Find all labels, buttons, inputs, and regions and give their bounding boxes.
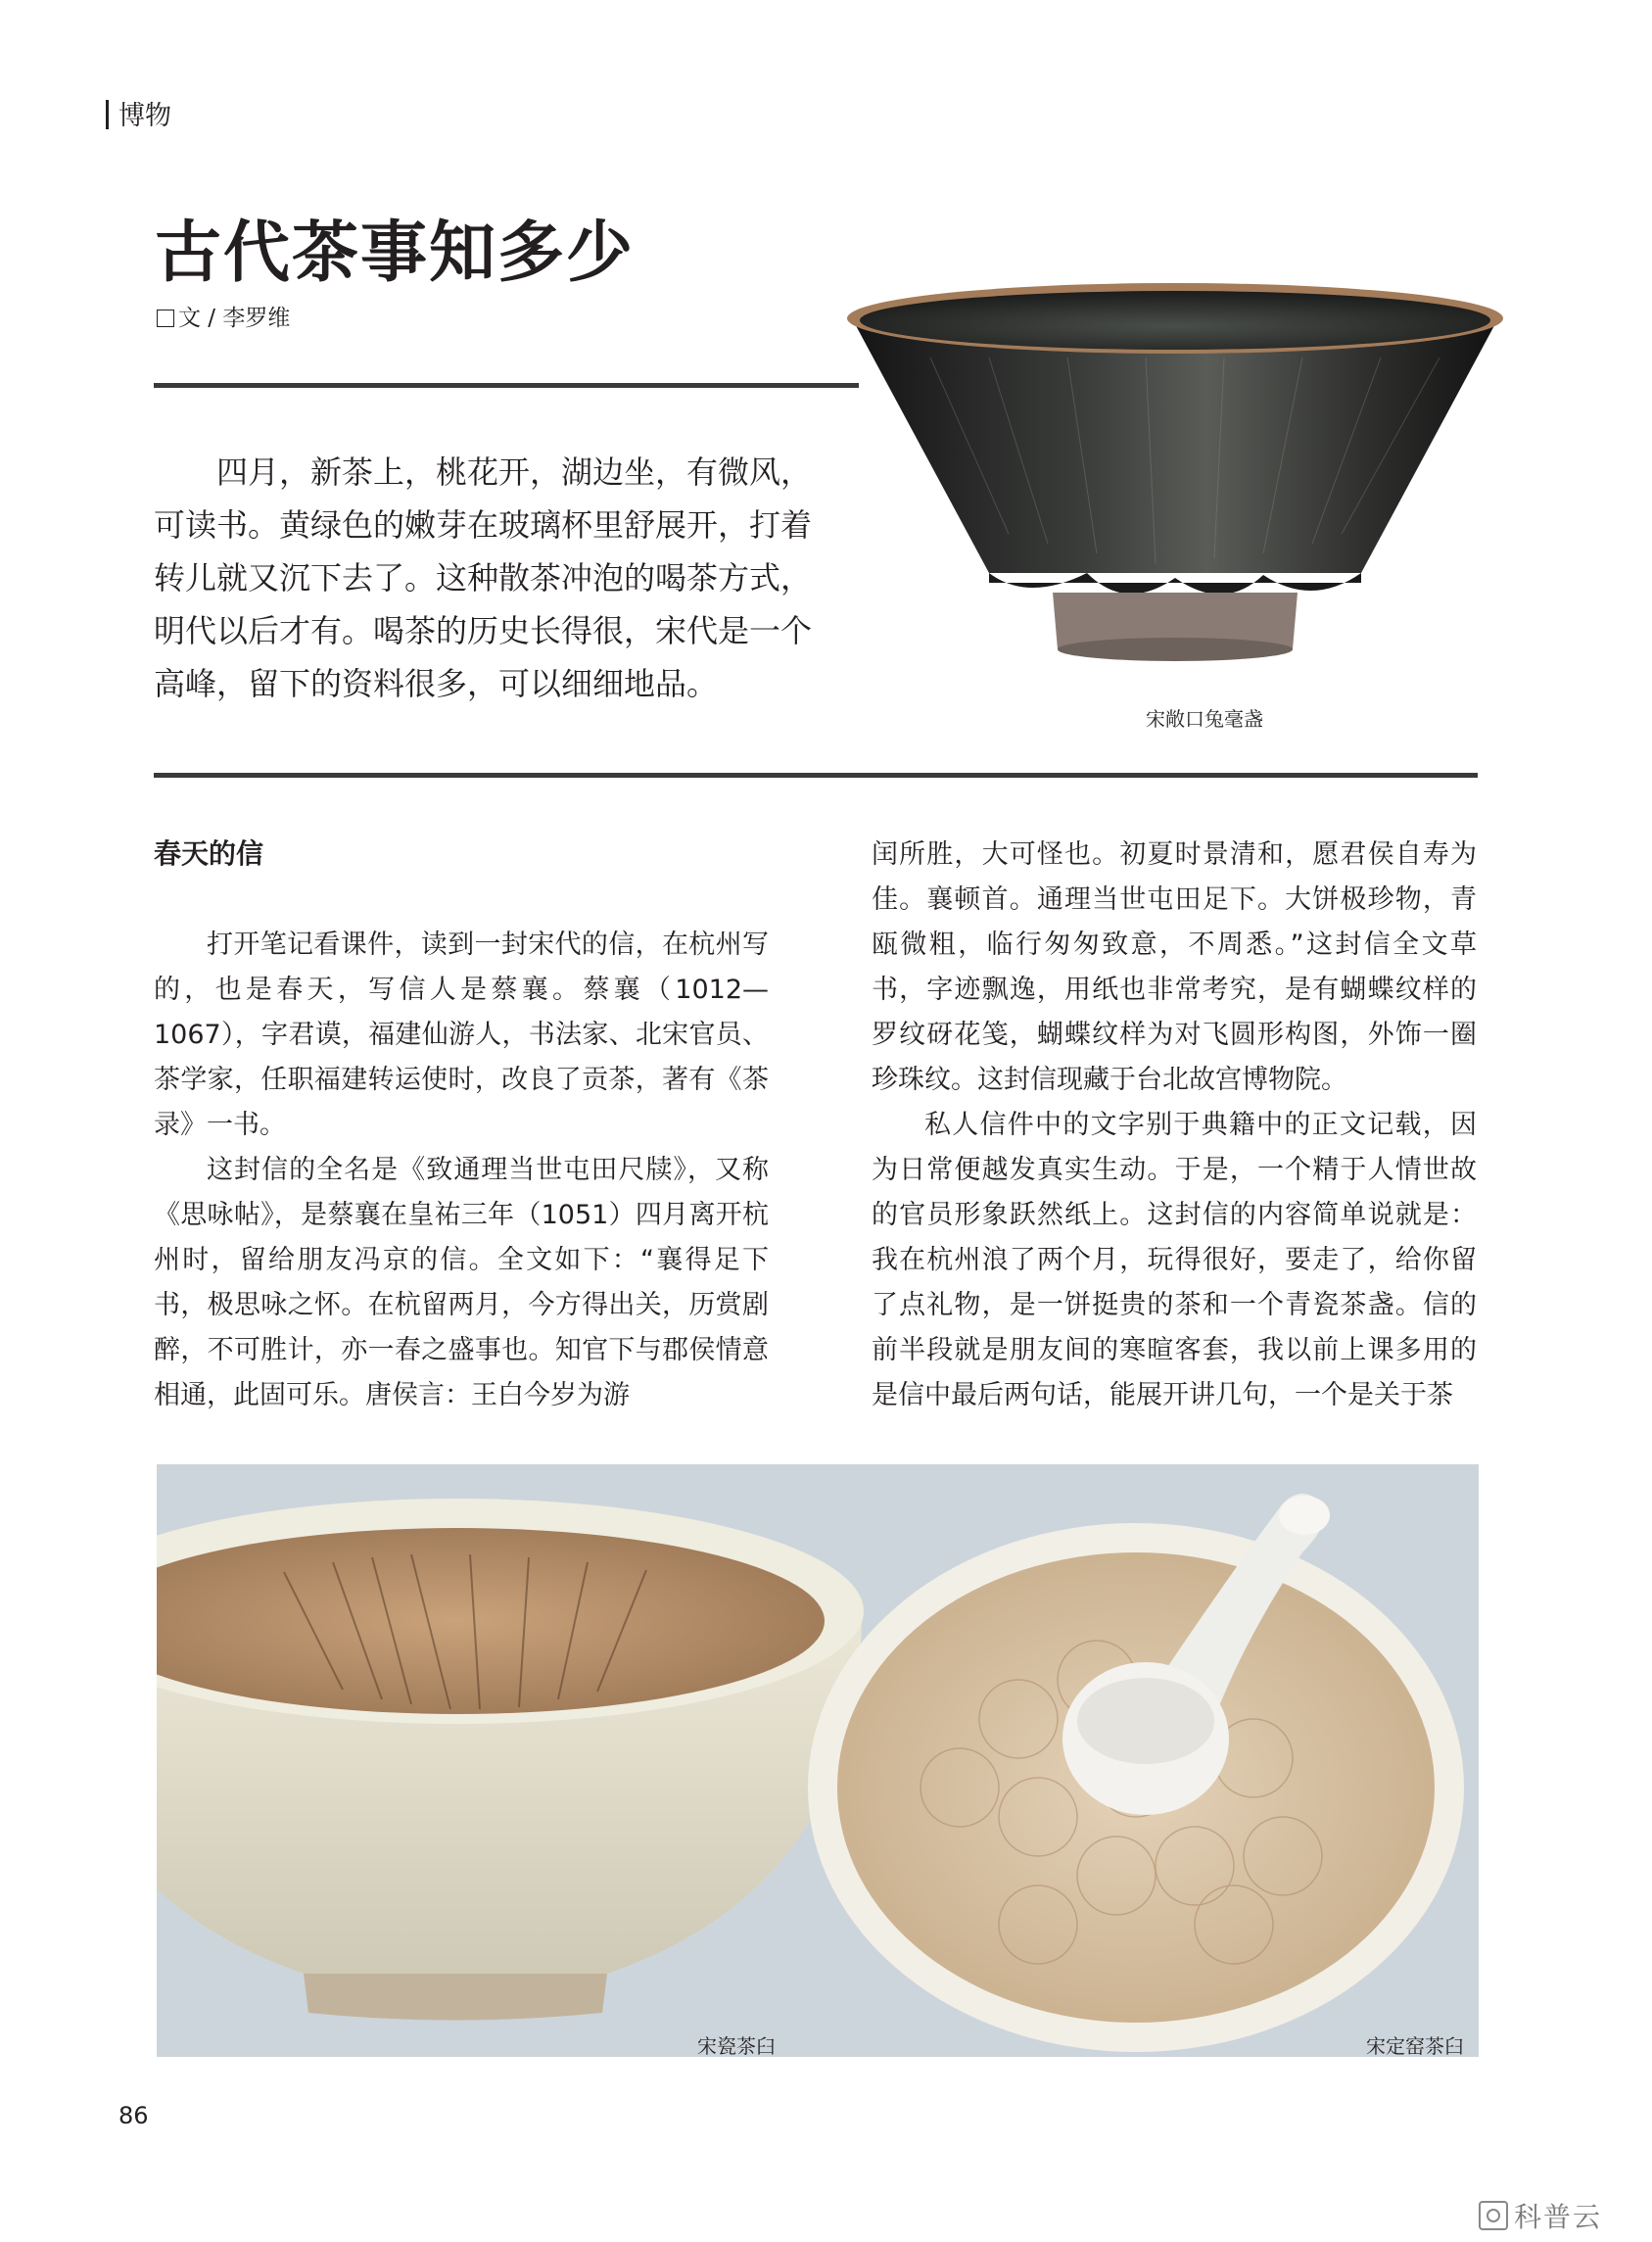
caption-hare-fur-bowl: 宋敞口兔毫盏 bbox=[1146, 707, 1263, 731]
byline-text: 文 / 李罗维 bbox=[178, 306, 291, 331]
caption-tea-bowl: 宋瓷茶臼 bbox=[697, 2034, 776, 2058]
body-column-right bbox=[872, 833, 1477, 1418]
section-label: 博物 bbox=[118, 101, 171, 131]
section-tag bbox=[106, 94, 171, 132]
section-rule bbox=[154, 773, 1478, 778]
square-icon bbox=[157, 310, 174, 327]
body-paragraph: 闰所胜，大可怪也。初夏时景清和，愿君侯自寿为佳。襄顿首。通理当世屯田足下。大饼极珍物，青瓯微粗，临行匆匆致意，不周悉。”这封信全文草书，字迹飘逸，用纸也非常考究，是有蝴蝶纹样的罗纹砑花笺，蝴蝶纹样为对飞圆形构图，外饰一圈珍珠纹。这封信现藏于台北故宫博物院。 bbox=[872, 839, 1477, 1095]
top-rule bbox=[154, 383, 859, 388]
tea-mortar-illustration bbox=[157, 1464, 1479, 2057]
body-column-left bbox=[154, 923, 769, 1418]
lead-paragraph: 四月，新茶上，桃花开，湖边坐，有微风，可读书。黄绿色的嫩芽在玻璃杯里舒展开，打着转儿就又沉下去了。这种散茶冲泡的喝茶方式，明代以后才有。喝茶的历史长得很，宋代是一个高峰，留下的资料很多，可以细细地品。 bbox=[154, 453, 813, 702]
section-divider bbox=[106, 100, 109, 129]
body-paragraph: 这封信的全名是《致通理当世屯田尺牍》，又称《思咏帖》，是蔡襄在皇祐三年（1051）四月离开杭州时，留给朋友冯京的信。全文如下：“襄得足下书，极思咏之怀。在杭留两月，今方得出关，历赏剧醉，不可胜计，亦一春之盛事也。知官下与郡侯情意相通，此固可乐。唐侯言：王白今岁为游 bbox=[154, 1155, 769, 1410]
hare-fur-bowl-image bbox=[832, 279, 1518, 676]
section-heading: 春天的信 bbox=[154, 837, 264, 870]
page-number: 86 bbox=[118, 2102, 149, 2129]
watermark bbox=[1479, 2196, 1602, 2235]
body-paragraph: 打开笔记看课件，读到一封宋代的信，在杭州写的，也是春天，写信人是蔡襄。蔡襄（1012—1067），字君谟，福建仙游人，书法家、北宋官员、茶学家，任职福建转运使时，改良了贡茶，著有《茶录》一书。 bbox=[154, 930, 769, 1140]
byline bbox=[157, 300, 290, 332]
caption-tea-mortar: 宋定窑茶臼 bbox=[1366, 2034, 1464, 2058]
body-paragraph: 私人信件中的文字别于典籍中的正文记载，因为日常便越发真实生动。于是，一个精于人情世故的官员形象跃然纸上。这封信的内容简单说就是：我在杭州浪了两个月，玩得很好，要走了，给你留了点礼物，是一饼挺贵的茶和一个青瓷茶盏。信的前半段就是朋友间的寒暄客套，我以前上课多用的是信中最后两句话，能展开讲几句，一个是关于茶 bbox=[872, 1110, 1477, 1410]
kepuyun-logo-icon bbox=[1479, 2201, 1508, 2230]
watermark-text: 科普云 bbox=[1514, 2201, 1603, 2233]
tea-mortar-photo bbox=[157, 1464, 1479, 2057]
page-title: 古代茶事知多少 bbox=[155, 215, 636, 292]
